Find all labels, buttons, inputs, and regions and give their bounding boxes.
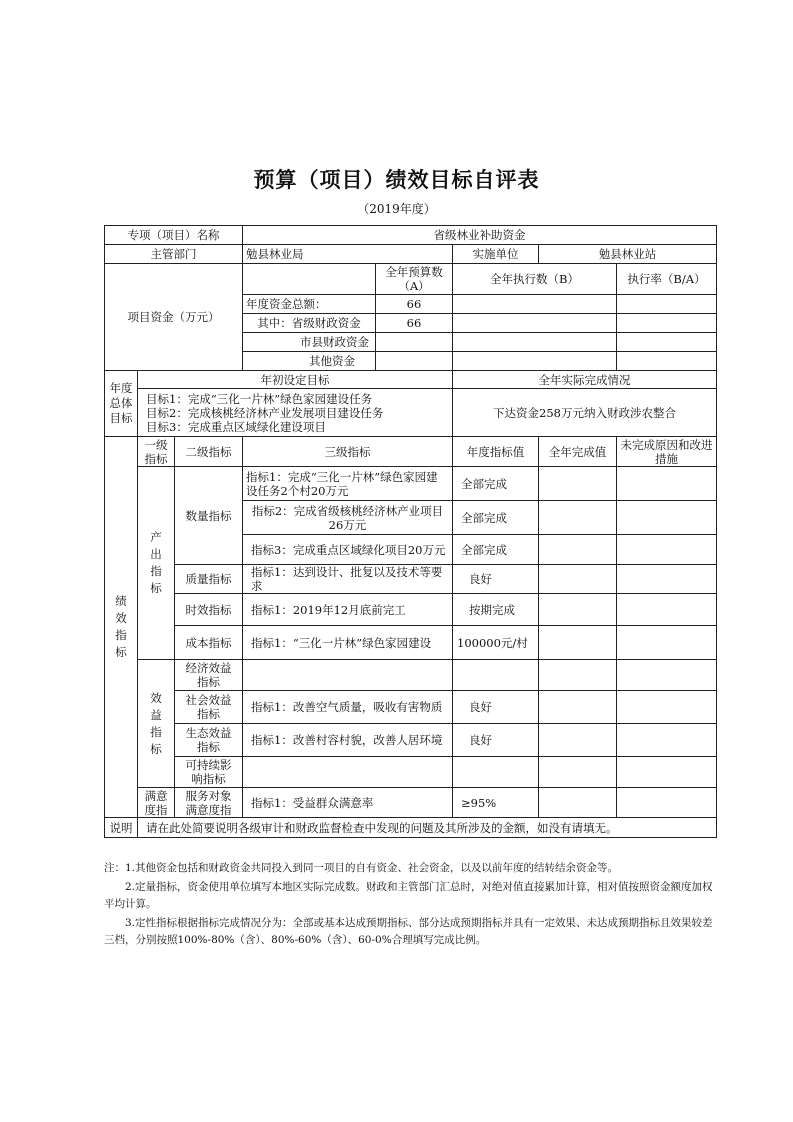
- satisfaction-actual: [539, 788, 617, 818]
- funds-col-exec: 全年执行数（B）: [453, 264, 617, 295]
- goals-section-label: 年度总体目标: [105, 371, 138, 437]
- economic-reason: [617, 660, 717, 691]
- timeliness-actual: [539, 594, 617, 626]
- satisfaction-label: 服务对象满意度指: [175, 788, 243, 818]
- quantity-reason: [617, 501, 717, 535]
- goal-item: 目标2：完成核桃经济林产业发展项目建设任务: [146, 405, 384, 420]
- quantity-reason: [617, 467, 717, 501]
- quality-desc: 指标1：达到设计、批复以及技术等要求: [243, 565, 453, 594]
- funds-row-exec: [453, 352, 617, 371]
- economic-label: 经济效益指标: [175, 660, 243, 691]
- quantity-actual: [539, 501, 617, 535]
- funds-row-budget: 66: [376, 295, 453, 314]
- quantity-label-text: 数量指标: [185, 508, 232, 523]
- satisfaction-level1: 满意度指: [138, 788, 175, 818]
- timeliness-reason: [617, 594, 717, 626]
- quantity-desc: 指标2：完成省级核桃经济林产业项目26万元: [243, 501, 453, 535]
- goal-item: 目标3：完成重点区域绿化建设项目: [146, 419, 326, 434]
- cost-desc: 指标1：“三化一片林”绿色家园建设: [243, 626, 453, 660]
- quantity-actual: [539, 467, 617, 501]
- economic-target: [453, 660, 539, 691]
- indicators-header-level2: 二级指标: [175, 437, 243, 467]
- funds-row-rate: [617, 333, 717, 352]
- indicators-table: [104, 436, 717, 838]
- quantity-reason: [617, 535, 717, 565]
- benefit-label: 效益指标: [138, 660, 175, 788]
- project-name-value: 省级林业补助资金: [243, 226, 717, 245]
- timeliness-label: 时效指标: [175, 594, 243, 626]
- timeliness-desc: 指标1：2019年12月底前完工: [243, 594, 453, 626]
- footnote-item: 3.定性指标根据指标完成情况分为：全部或基本达成预期指标、部分达成预期指标并具有一定效果、未达成预期指标且效果较差三档，分别按照100%-80%（含）、80%-60%（含）、60-0%合理填写完成比例。: [104, 917, 713, 946]
- funds-row-rate: [617, 295, 717, 314]
- indicators-header-target: 年度指标值: [453, 437, 539, 467]
- funds-row-label: 市县财政资金: [243, 333, 376, 352]
- funds-row-rate: [617, 314, 717, 333]
- quantity-desc: 指标3：完成重点区域绿化项目20万元: [243, 535, 453, 565]
- remarks-text: 请在此处简要说明各级审计和财政监督检查中发现的问题及其所涉及的金额，如没有请填无。: [138, 818, 717, 838]
- quality-label: 质量指标: [175, 565, 243, 594]
- funds-row-budget: [376, 352, 453, 371]
- goals-planned-list: [138, 389, 453, 437]
- funds-row-exec: [453, 295, 617, 314]
- sustainable-desc: [243, 757, 453, 788]
- cost-reason: [617, 626, 717, 660]
- funds-row-rate: [617, 352, 717, 371]
- evaluation-table: [104, 225, 717, 437]
- indicators-section-label: 绩效指标: [105, 437, 138, 818]
- goals-actual-header: 全年实际完成情况: [453, 371, 717, 389]
- funds-row-exec: [453, 333, 617, 352]
- ecological-reason: [617, 724, 717, 757]
- social-desc: 指标1：改善空气质量，吸收有害物质: [243, 691, 453, 724]
- social-actual: [539, 691, 617, 724]
- project-name-label: 专项（项目）名称: [105, 226, 243, 245]
- sustainable-label: 可持续影响指标: [175, 757, 243, 788]
- impl-label: 实施单位: [453, 245, 539, 264]
- ecological-actual: [539, 724, 617, 757]
- cost-label: 成本指标: [175, 626, 243, 660]
- goals-actual-value: 下达资金258万元纳入财政涉农整合: [453, 389, 717, 437]
- output-label: 产出指标: [138, 467, 175, 660]
- quantity-target: 全部完成: [453, 501, 539, 535]
- timeliness-target: 按期完成: [453, 594, 539, 626]
- funds-header-empty: [243, 264, 376, 295]
- ecological-target: 良好: [453, 724, 539, 757]
- funds-row-label: 其中：省级财政资金: [243, 314, 376, 333]
- ecological-desc: 指标1：改善村容村貌，改善人居环境: [243, 724, 453, 757]
- indicators-header-actual: 全年完成值: [539, 437, 617, 467]
- funds-row-label: 年度资金总额：: [243, 295, 376, 314]
- social-target: 良好: [453, 691, 539, 724]
- indicators-header-reason: 未完成原因和改进措施: [617, 437, 717, 467]
- economic-actual: [539, 660, 617, 691]
- funds-section-label: 项目资金（万元）: [105, 264, 243, 371]
- page-title: 预算（项目）绩效目标自评表: [253, 167, 540, 192]
- year-subtitle: （2019年度）: [357, 202, 436, 216]
- satisfaction-target: ≥95%: [453, 788, 539, 818]
- social-label: 社会效益指标: [175, 691, 243, 724]
- sustainable-reason: [617, 757, 717, 788]
- impl-value: 勉县林业站: [539, 245, 717, 264]
- goal-item: 目标1：完成“三化一片林”绿色家园建设任务: [146, 391, 373, 406]
- funds-col-rate: 执行率（B/A）: [617, 264, 717, 295]
- footnotes: [104, 860, 716, 951]
- funds-row-label: 其他资金: [243, 352, 376, 371]
- footnote-item: 2.定量指标，资金使用单位填写本地区实际完成数。财政和主管部门汇总时，对绝对值直接累加计算，相对值按照资金额度加权平均计算。: [104, 881, 713, 910]
- dept-value: 勉县林业局: [243, 245, 453, 264]
- indicators-header-level3: 三级指标: [243, 437, 453, 467]
- quality-actual: [539, 565, 617, 594]
- funds-row-budget: [376, 333, 453, 352]
- sustainable-target: [453, 757, 539, 788]
- quantity-actual: [539, 535, 617, 565]
- dept-label: 主管部门: [105, 245, 243, 264]
- footnote-item: 注：1.其他资金包括和财政资金共同投入到同一项目的自有资金、社会资金，以及以前年度的结转结余资金等。: [104, 862, 619, 874]
- funds-row-budget: 66: [376, 314, 453, 333]
- funds-row-exec: [453, 314, 617, 333]
- indicators-header-level1: 一级指标: [138, 437, 175, 467]
- sustainable-actual: [539, 757, 617, 788]
- quantity-label: [175, 467, 243, 565]
- quantity-desc: 指标1：完成“三化一片林”绿色家园建设任务2个村20万元: [243, 467, 453, 501]
- quality-reason: [617, 565, 717, 594]
- funds-col-budget: 全年预算数（A）: [376, 264, 453, 295]
- quality-target: 良好: [453, 565, 539, 594]
- satisfaction-reason: [617, 788, 717, 818]
- ecological-label: 生态效益指标: [175, 724, 243, 757]
- satisfaction-desc: 指标1：受益群众满意率: [243, 788, 453, 818]
- economic-desc: [243, 660, 453, 691]
- social-reason: [617, 691, 717, 724]
- quantity-target: 全部完成: [453, 535, 539, 565]
- cost-target: 100000元/村: [453, 626, 539, 660]
- cost-actual: [539, 626, 617, 660]
- goals-planned-header: 年初设定目标: [138, 371, 453, 389]
- quantity-target: 全部完成: [453, 467, 539, 501]
- remarks-label: 说明: [105, 818, 138, 838]
